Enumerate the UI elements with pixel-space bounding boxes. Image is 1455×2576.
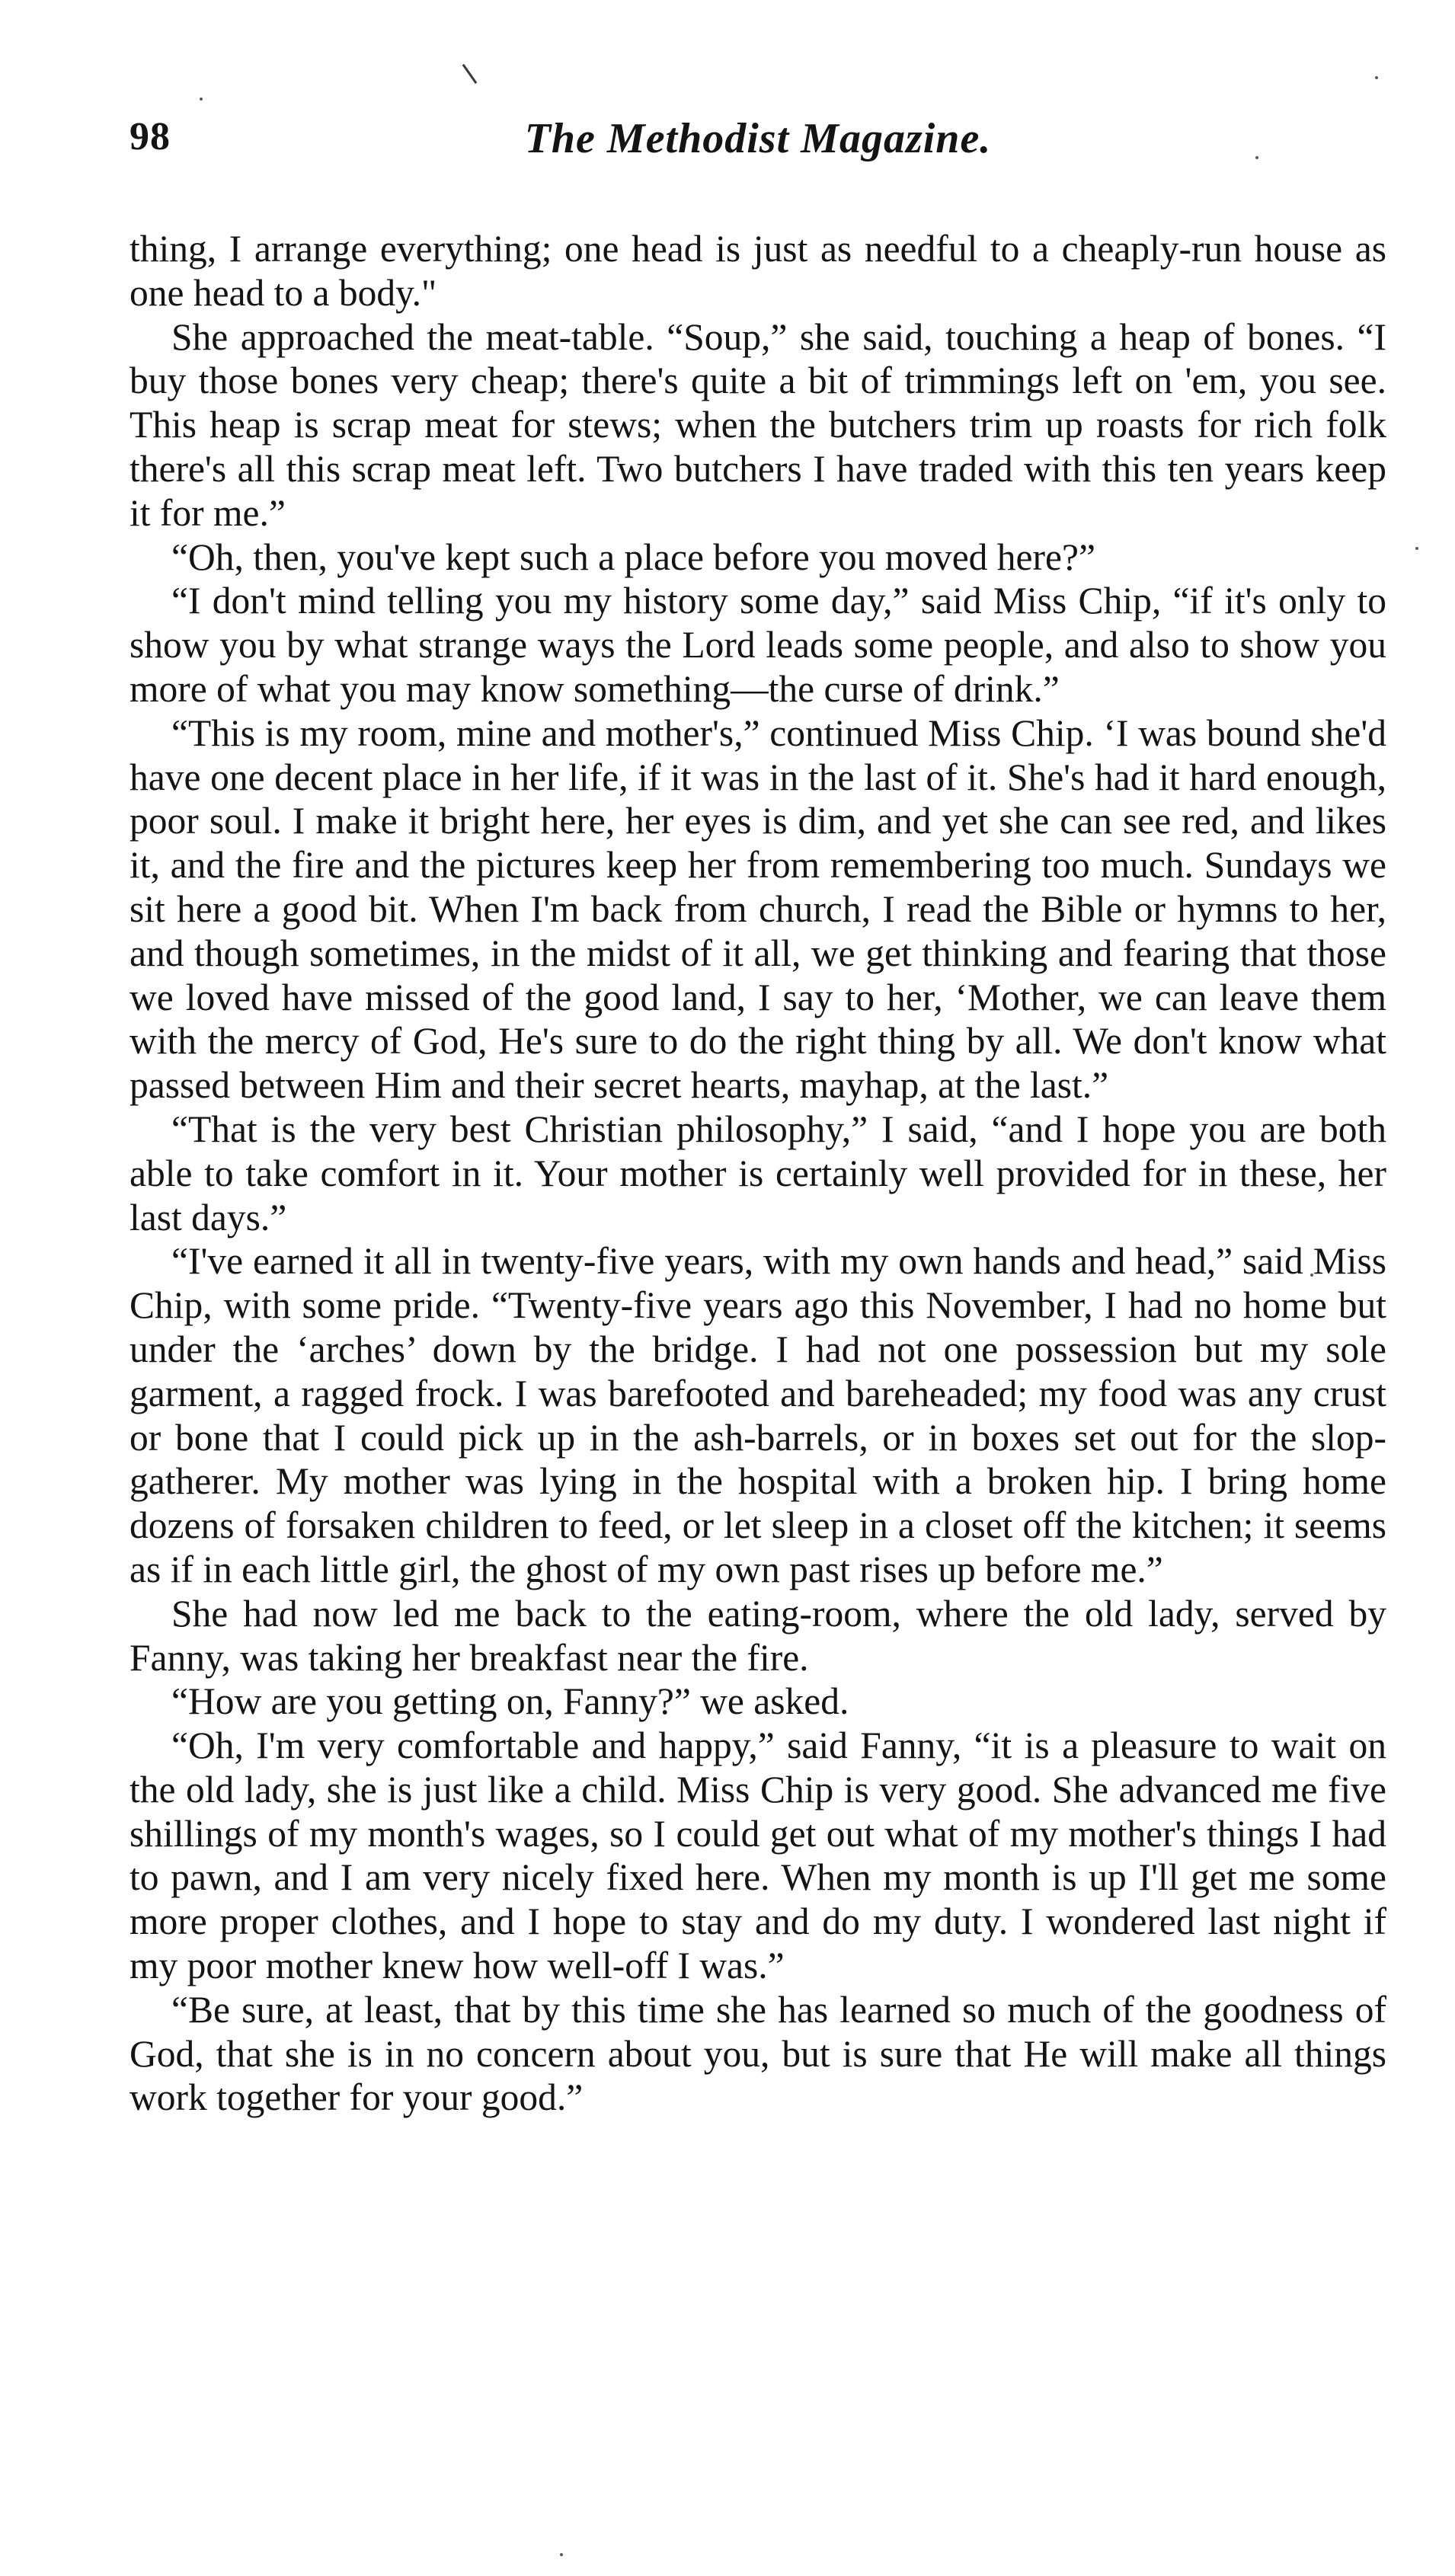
paragraph: “I don't mind telling you my history some day,” said Miss Chip, “if it's only to show you by what strange ways the Lord leads some people, and also to show you more of what you may know something—the curse of drink.”: [130, 580, 1386, 710]
paragraph: She had now led me back to the eating-room, where the old lady, served by Fanny, was taking her breakfast near the fire.: [130, 1592, 1386, 1679]
running-header: [130, 114, 1386, 187]
print-mark: [462, 64, 478, 84]
print-speck: [1415, 547, 1418, 550]
page-body: [130, 114, 1386, 2536]
paragraph: “I've earned it all in twenty-five years, with my own hands and head,” said Miss Chip, with some pride. “Twenty-five years ago this November, I had no home but under the ‘arches’ down by the bridge. I had not one possession but my sole garment, a ragged frock. I was barefooted and bareheaded; my food was any crust or bone that I could pick up in the ash-barrels, or in boxes set out for the slop-gatherer. My mother was lying in the hospital with a broken hip. I bring home dozens of forsaken children to feed, or let sleep in a closet off the kitchen; it seems as if in each little girl, the ghost of my own past rises up before me.”: [130, 1240, 1386, 1590]
paragraph: “This is my room, mine and mother's,” continued Miss Chip. ‘I was bound she'd have one decent place in her life, if it was in the last of it. She's had it hard enough, poor soul. I make it bright here, her eyes is dim, and yet she can see red, and likes it, and the fire and the pictures keep her from remembering too much. Sundays we sit here a good bit. When I'm back from church, I read the Bible or hymns to her, and though sometimes, in the midst of it all, we get thinking and fearing that those we loved have missed of the good land, I say to her, ‘Mother, we can leave them with the mercy of God, He's sure to do the right thing by all. We don't know what passed between Him and their secret hearts, mayhap, at the last.”: [130, 711, 1386, 1107]
paragraph: “Be sure, at least, that by this time she has learned so much of the goodness of God, that she is in no concern about you, but is sure that He will make all things work together for your good.”: [130, 1988, 1386, 2119]
print-speck: [200, 97, 203, 101]
paragraph: “Oh, I'm very comfortable and happy,” said Fanny, “it is a pleasure to wait on the old lady, she is just like a child. Miss Chip is very good. She advanced me five shillings of my month's wages, so I could get out what of my mother's things I had to pawn, and I am very nicely fixed here. When my month is up I'll get me some more proper clothes, and I hope to stay and do my duty. I wondered last night if my poor mother knew how well-off I was.”: [130, 1724, 1386, 1987]
paragraph: “Oh, then, you've kept such a place before you moved here?”: [171, 535, 1095, 578]
article-text: [130, 227, 1386, 2120]
paragraph: thing, I arrange everything; one head is just as needful to a cheaply-run house as one head to a body.": [130, 228, 1386, 314]
print-speck: [1375, 76, 1378, 79]
magazine-title: The Methodist Magazine.: [524, 115, 992, 162]
paragraph: “That is the very best Christian philosophy,” I said, “and I hope you are both able to take comfort in it. Your mother is certainly well provided for in these, her last days.”: [130, 1107, 1386, 1238]
paragraph: “How are you getting on, Fanny?” we asked.: [171, 1680, 849, 1723]
paragraph: She approached the meat-table. “Soup,” she said, touching a heap of bones. “I buy those bones very cheap; there's quite a bit of trimmings left on 'em, you see. This heap is scrap meat for stews; when the butchers trim up roasts for rich folk there's all this scrap meat left. Two butchers I have traded with this ten years keep it for me.”: [130, 315, 1386, 534]
page-number: 98: [130, 115, 171, 158]
print-speck: [560, 2553, 563, 2556]
